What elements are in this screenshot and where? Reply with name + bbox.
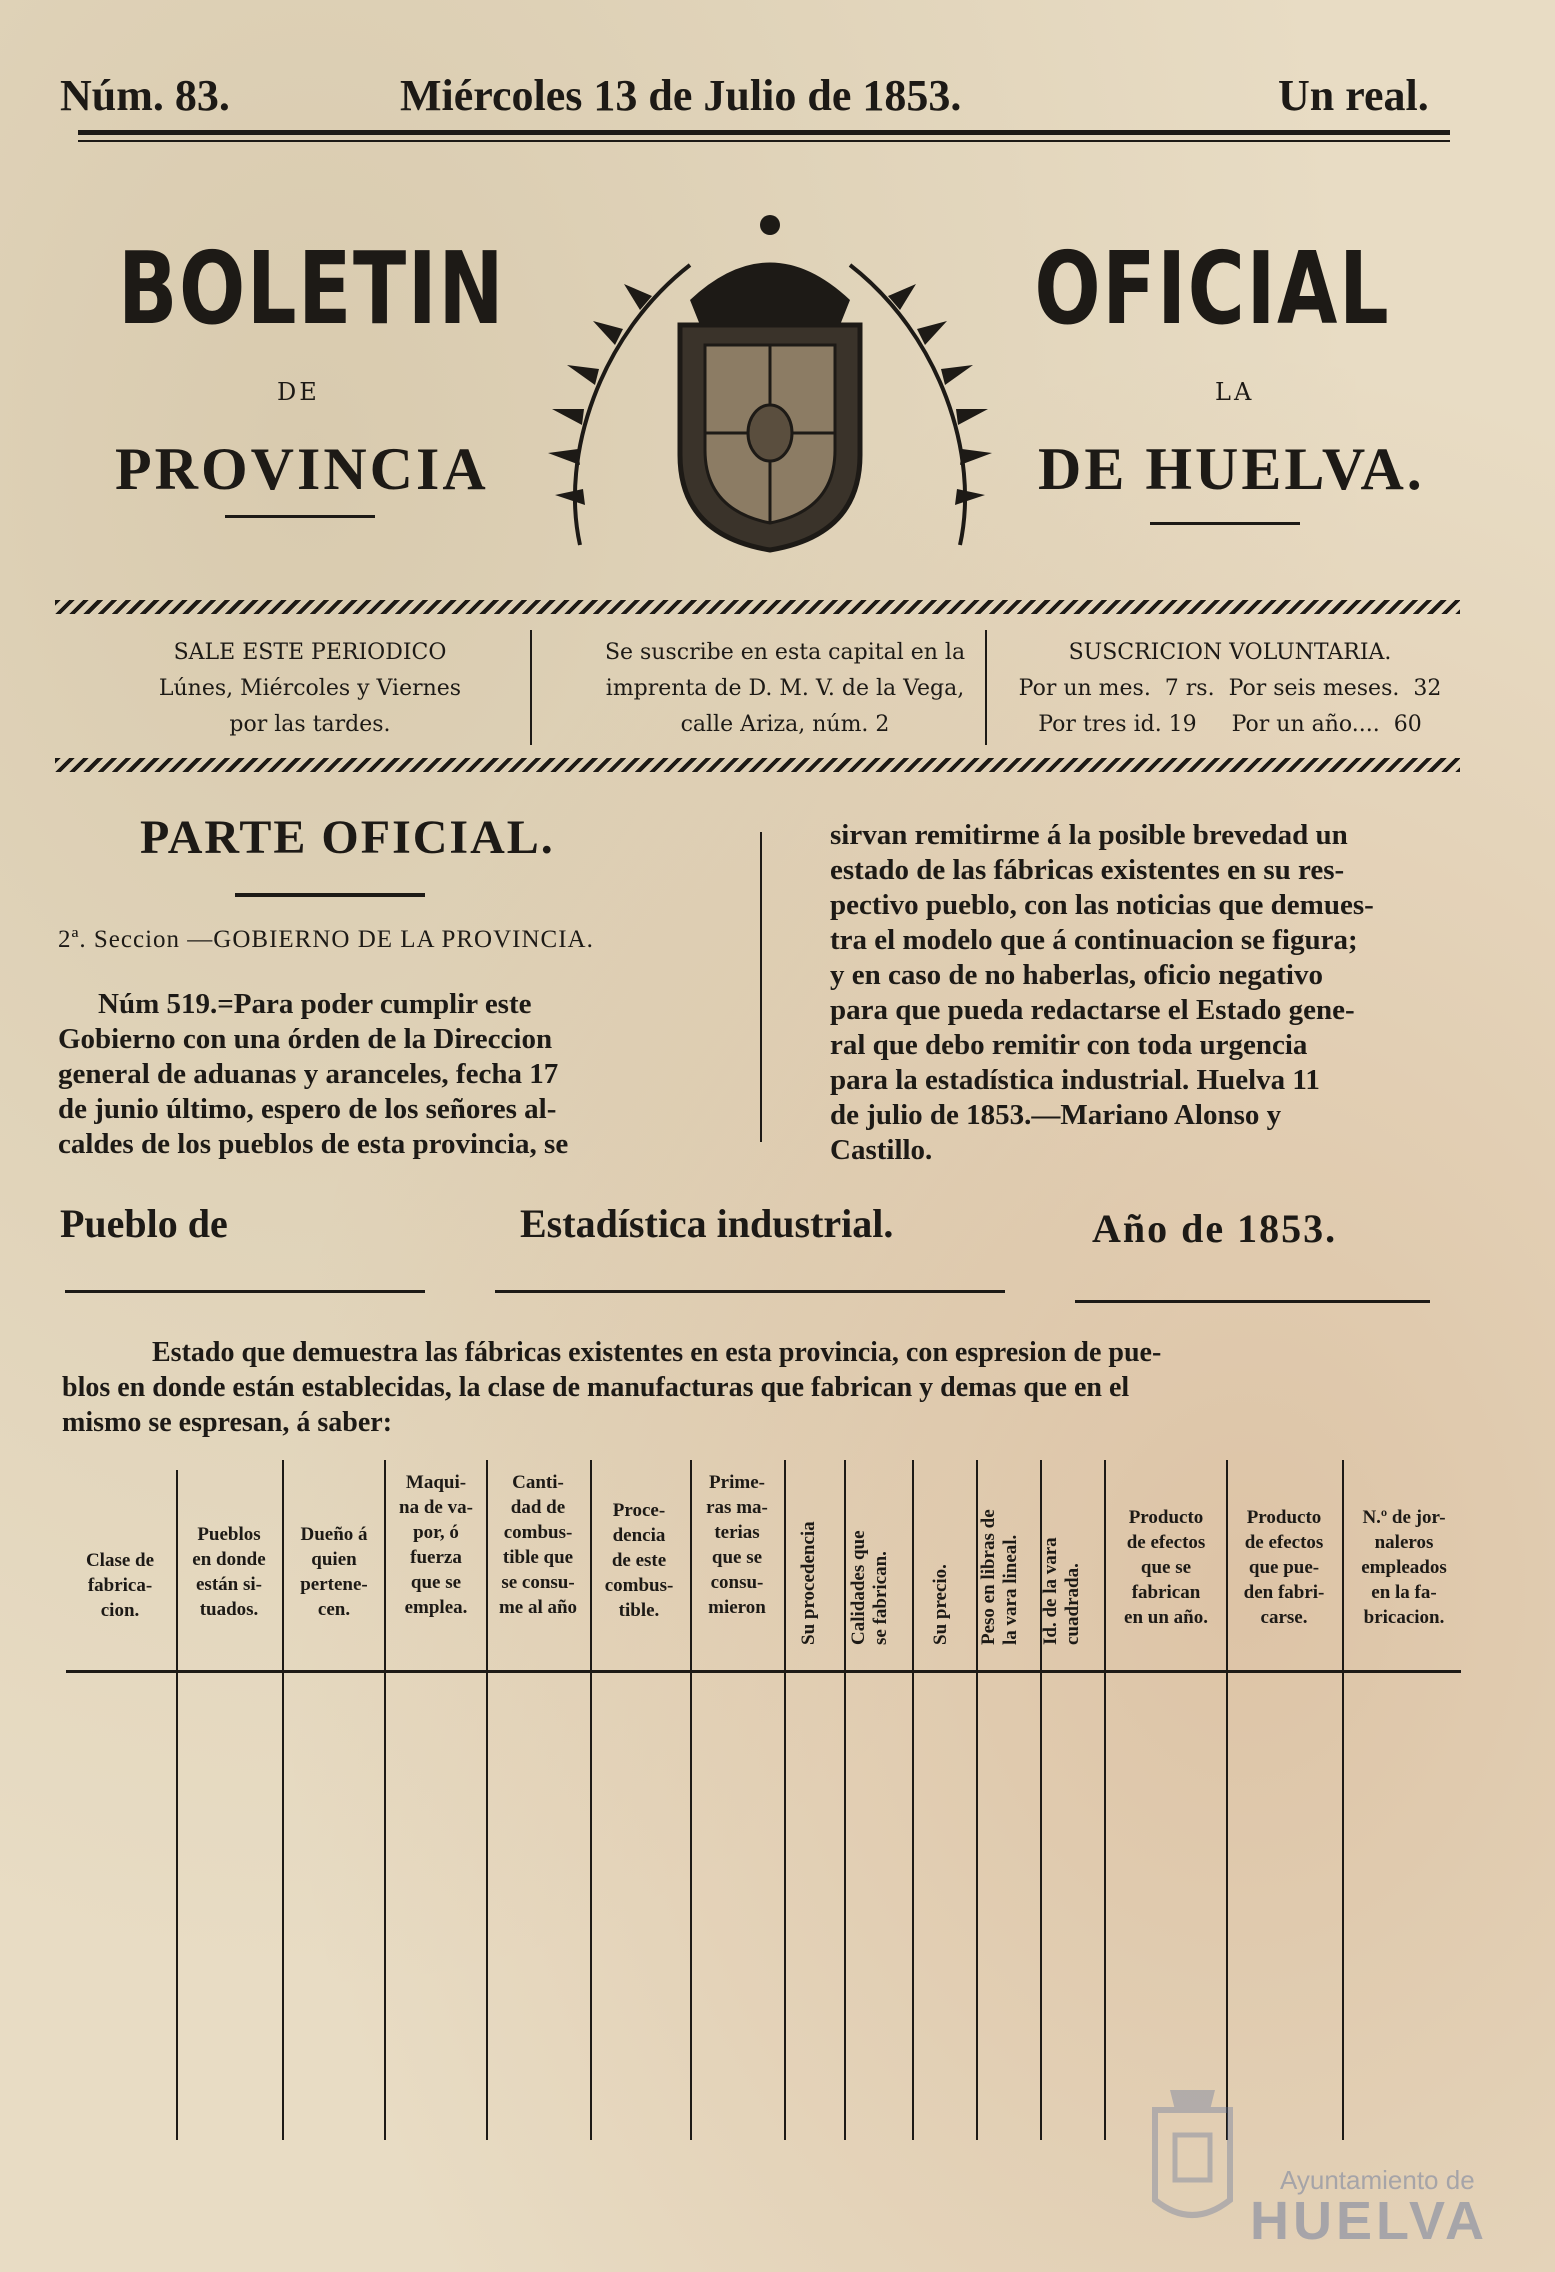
header-line: Su precio. [930,1564,951,1645]
table-column-line [384,1460,386,2140]
header-line: que se [711,1547,763,1568]
info-line: Por tres id. 19 Por un año.... 60 [1038,712,1422,737]
col-header-cantidad [488,1470,588,1620]
header-line: Prime- [709,1472,765,1493]
header-line: en la fa- [1371,1582,1437,1603]
header-line: que se [1140,1557,1192,1578]
header-line: Id. de la vara [1040,1537,1061,1645]
table-column-line [784,1460,786,2140]
header-line: bricacion. [1363,1607,1445,1628]
form-intro [62,1335,1462,1440]
table-column-line [912,1460,914,2140]
header-line: cuadrada. [1062,1563,1083,1645]
table-column-line [1104,1460,1106,2140]
header-line: por, ó [413,1522,459,1543]
zigzag-border-top [55,600,1460,614]
header-line: de efectos [1126,1532,1206,1553]
intro-line: blos en donde están establecidas, la clase de manufacturas que fabrican y demas que en el [62,1372,1130,1403]
col-header-pueblos [178,1522,280,1622]
col-header-su-procedencia [798,1475,820,1645]
col-header-maquina [386,1470,486,1620]
header-line: carse. [1260,1607,1308,1628]
col-header-vara-cuadrada [1040,1495,1084,1645]
table-column-line [590,1460,592,2140]
intro-line: Estado que demuestra las fábricas existentes en esta provincia, con espresion de pue- [152,1337,1162,1368]
form-underline [1075,1300,1430,1303]
table-column-line [976,1460,978,2140]
title-de-huelva: DE HUELVA. [1038,436,1425,502]
col-header-primeras [692,1470,782,1620]
header-line: Clase de [85,1550,155,1571]
section-subtitle: 2ª. Seccion —GOBIERNO DE LA PROVINCIA. [58,926,594,953]
issue-number: Núm. 83. [60,71,230,120]
article-line: y en caso de no haberlas, oficio negativo [830,959,1323,991]
ornament-right [1150,522,1300,525]
header-line: mieron [708,1597,766,1618]
header-line: Producto [1128,1507,1204,1528]
article-line: Núm 519.=Para poder cumplir este [98,988,532,1020]
table-column-line [1040,1460,1042,2140]
header-line: en donde [192,1549,266,1570]
header-line: quien [311,1549,357,1570]
col-header-dueno [284,1522,384,1622]
table-column-line [1342,1460,1344,2140]
issue-price: Un real. [1278,71,1429,120]
article-right-column [830,818,1460,1168]
title-boletin: BOLETIN [118,230,506,347]
header-line: N.º de jor- [1362,1507,1446,1528]
info-line: SUSCRICION VOLUNTARIA. [1068,640,1392,665]
watermark-huelva: HUELVA [1250,2191,1488,2251]
watermark-ayuntamiento: Ayuntamiento de [1280,2165,1475,2195]
header-line: terias [714,1522,760,1543]
header-line: Dueño á [300,1524,368,1545]
header-line: me al año [498,1597,578,1618]
col-header-clase [66,1548,174,1623]
article-line: caldes de los pueblos de esta provincia, se [58,1128,569,1160]
article-line: general de aduanas y aranceles, fecha 17 [58,1058,559,1090]
header-line: na de va- [399,1497,473,1518]
info-line: Se suscribe en esta capital en la [604,640,966,665]
article-line: de julio de 1853.—Mariano Alonso y [830,1099,1282,1131]
header-line: dad de [510,1497,566,1518]
article-line: estado de las fábricas existentes en su res- [830,854,1345,886]
col-header-calidades [848,1475,892,1645]
table-column-line [1226,1460,1228,2140]
col-header-producto-pueden [1228,1505,1340,1630]
header-line: tuados. [199,1599,259,1620]
subscription-info-box [55,600,1460,775]
form-underline [495,1290,1005,1293]
section-title: PARTE OFICIAL. [140,811,555,864]
header-line: que pue- [1248,1557,1320,1578]
info-subscribe [540,635,1030,743]
header-line: fabrican [1131,1582,1201,1603]
info-publication [70,635,550,743]
col-header-peso [978,1470,1022,1645]
article-line: pectivo pueblo, con las noticias que demues- [830,889,1374,921]
header-line: en un año. [1124,1607,1208,1628]
header-line: cion. [100,1600,140,1621]
header-line: combus- [503,1522,573,1543]
section-ornament [235,893,425,897]
header-line: naleros [1374,1532,1434,1553]
issue-date: Miércoles 13 de Julio de 1853. [400,71,962,120]
header-line: Producto [1246,1507,1322,1528]
article-line: ral que debo remitir con toda urgencia [830,1029,1308,1061]
zigzag-border-bottom [55,758,1460,772]
header-line: Calidades que [848,1530,869,1645]
header-line: que se [410,1572,462,1593]
col-header-producto-fabrican [1108,1505,1224,1630]
header-line: están si- [196,1574,262,1595]
header-line: de efectos [1244,1532,1324,1553]
table-column-line [282,1460,284,2140]
form-pueblo-label: Pueblo de [60,1201,228,1246]
article-line: sirvan remitirme á la posible brevedad un [830,819,1348,851]
article-line: para que pueda redactarse el Estado gene- [830,994,1355,1026]
header-line: la vara lineal. [1000,1534,1021,1645]
column-divider [760,832,762,1142]
info-line: SALE ESTE PERIODICO [173,640,447,665]
article-line: Gobierno con una órden de la Direccion [58,1023,553,1055]
article-line: de junio último, espero de los señores al- [58,1093,557,1125]
article-left-column [58,987,688,1162]
header-line: tible. [618,1600,660,1621]
header-line: se consu- [501,1572,575,1593]
info-prices [995,635,1465,743]
header-line: de este [611,1550,667,1571]
info-line: Lúnes, Miércoles y Viernes [158,676,462,701]
col-header-procedencia [592,1498,686,1623]
info-divider [530,630,532,745]
header-line: empleados [1361,1557,1447,1578]
header-line: Proce- [612,1500,666,1521]
ornament-left [225,515,375,518]
header-line: se fabrican. [870,1551,891,1645]
header-line: Canti- [512,1472,564,1493]
form-underline [65,1290,425,1293]
article-line: tra el modelo que á continuacion se figura; [830,924,1358,956]
title-provincia: PROVINCIA [115,436,489,502]
title-oficial: OFICIAL [1034,230,1390,347]
header-line: dencia [612,1525,666,1546]
header-line: Peso en libras de [978,1509,999,1645]
table-column-line [690,1460,692,2140]
form-year: Año de 1853. [1092,1206,1338,1251]
intro-line: mismo se espresan, á saber: [62,1407,393,1438]
header-line: den fabri- [1243,1582,1325,1603]
info-line: Por un mes. 7 rs. Por seis meses. 32 [1018,676,1442,701]
table-header-rule [66,1670,1461,1673]
header-line: consu- [710,1572,764,1593]
header-line: Maqui- [405,1472,467,1493]
coat-of-arms-icon [540,205,1000,565]
table-column-line [486,1460,488,2140]
article-line: para la estadística industrial. Huelva 11 [830,1064,1320,1096]
header-line: Pueblos [197,1524,261,1545]
header-line: ras ma- [706,1497,768,1518]
header-line: tible que [502,1547,574,1568]
form-title: Estadística industrial. [520,1201,894,1246]
header-rule [78,130,1450,135]
title-la: LA [1215,378,1255,406]
article-line: Castillo. [830,1134,933,1166]
header-line: combus- [604,1575,674,1596]
header-line: fabrica- [87,1575,153,1596]
header-line: Su procedencia [798,1521,819,1645]
col-header-jornaleros [1345,1505,1463,1630]
header-rule-thin [78,140,1450,142]
header-line: emplea. [404,1597,468,1618]
info-line: imprenta de D. M. V. de la Vega, [605,676,965,701]
info-line: por las tardes. [229,712,391,737]
table-column-line [844,1460,846,2140]
header-line: pertene- [300,1574,368,1595]
info-line: calle Ariza, núm. 2 [680,712,890,737]
header-line: fuerza [410,1547,462,1568]
header-line: cen. [317,1599,351,1620]
info-divider [985,630,987,745]
table-column-line [176,1470,178,2140]
col-header-precio [930,1525,952,1645]
watermark-shield-icon [1145,2080,1240,2230]
title-de: DE [277,378,320,406]
